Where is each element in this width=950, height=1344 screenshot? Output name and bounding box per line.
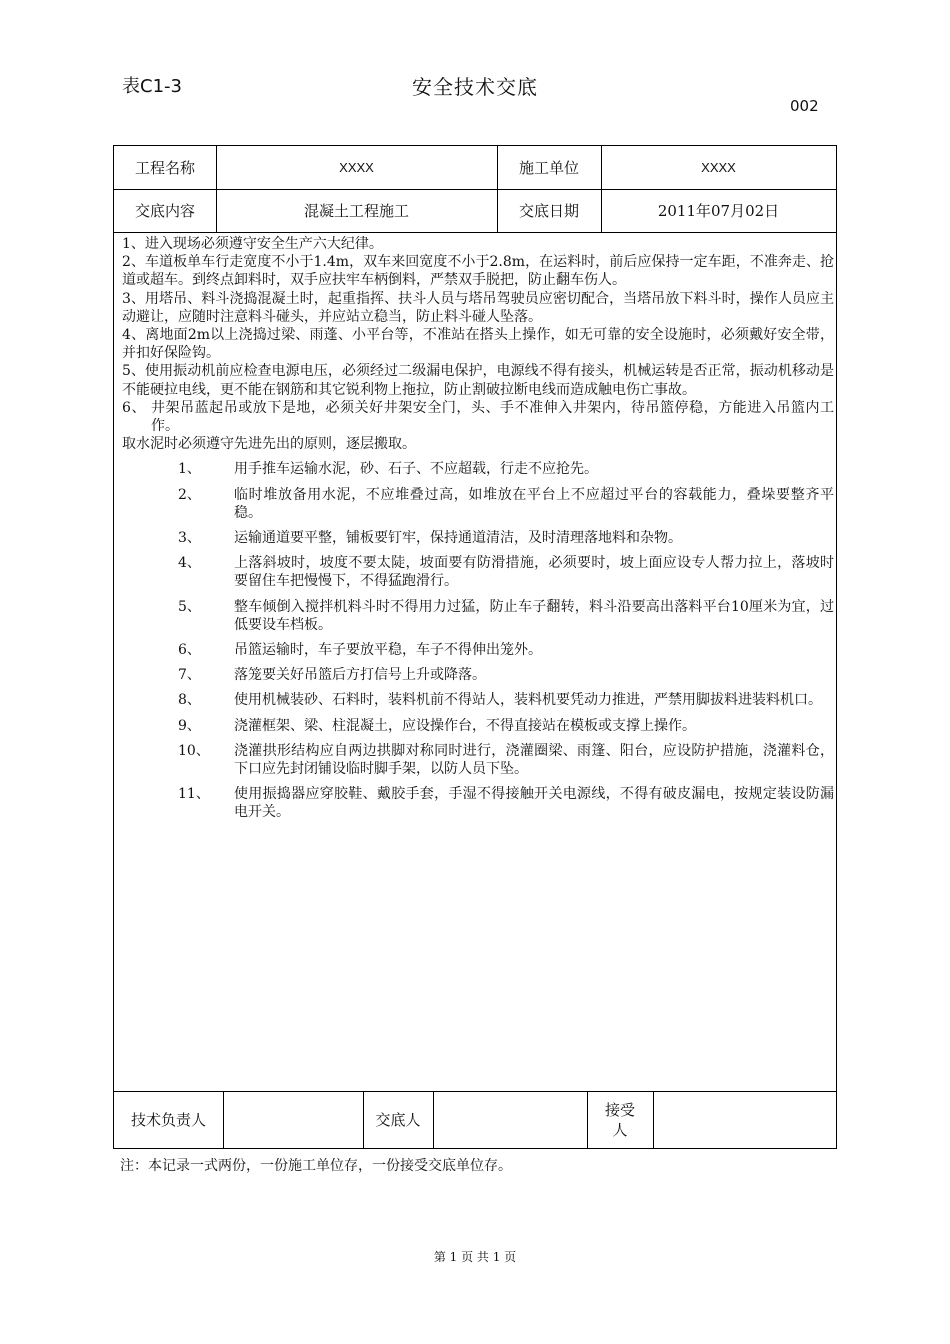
list-item: [122, 641, 834, 659]
tech-lead-signature: [223, 1091, 363, 1149]
list-item: [122, 717, 834, 735]
item-number: 5、: [178, 598, 201, 615]
item-number: 2、: [178, 486, 201, 503]
tech-lead-label: 技术负责人: [130, 1111, 206, 1129]
content-value: 混凝土工程施工: [303, 201, 409, 220]
receiver-signature: [653, 1091, 836, 1149]
item-number: 4、: [178, 555, 201, 572]
list-item: [122, 598, 834, 634]
item-number: 3、: [178, 530, 201, 547]
item-text: 运输通道要平整，铺板要钉牢，保持通道清洁，及时清理落地料和杂物。: [234, 530, 682, 547]
item-number: 10、: [178, 742, 210, 759]
list-item: [122, 486, 834, 522]
safety-rules-content: [122, 235, 834, 822]
item-text: 吊篮运输时，车子要放平稳，车子不得伸出笼外。: [234, 642, 542, 659]
item-text: 使用振捣器应穿胶鞋、戴胶手套，手湿不得接触开关电源线，不得有破皮漏电，按规定装设防漏电开关。: [234, 786, 834, 821]
cement-intro: 取水泥时必须遵守先进先出的原则，逐层搬取。: [122, 436, 416, 453]
project-name-value: XXXX: [339, 159, 374, 175]
item-text: 落笼要关好吊篮后方打信号上升或降落。: [234, 667, 486, 684]
rule-item: 2、车道板单车行走宽度不小于1.4m，双车来回宽度不小于2.8m，在运料时，前后应保持一定车距，不准奔走、抢道或超车。到终点卸料时，双手应扶牢车柄倒料，严禁双手脱把，防止翻车伤人。: [122, 254, 834, 289]
item-text: 使用机械装砂、石料时，装料机前不得站人，装料机要凭动力推进，严禁用脚拔料进装料机口。: [234, 692, 822, 709]
item-number: 1、: [178, 461, 201, 478]
list-item: [122, 460, 834, 478]
item-text: 用手推车运输水泥，砂、石子、不应超载，行走不应抢先。: [234, 461, 598, 478]
page-title: 安全技术交底: [412, 75, 538, 99]
item-number: 8、: [178, 692, 201, 709]
item-text: 浇灌拱形结构应自两边拱脚对称同时进行，浇灌圈梁、雨篷、阳台，应设防护措施，浇灌料仓，下口应先封闭铺设临时脚手架，以防人员下坠。: [234, 742, 834, 778]
project-name-label: 工程名称: [134, 158, 195, 177]
disclosure-form-table: [113, 145, 837, 1149]
item-text: 上落斜坡时，坡度不要太陡，坡面要有防滑措施，必须要时，坡上面应设专人帮力拉上，落坡时要留住车把慢慢下，不得猛跑滑行。: [234, 555, 834, 590]
rule-item: 3、用塔吊、料斗浇捣混凝土时，起重指挥、扶斗人员与塔吊驾驶员应密切配合，当塔吊放下料斗时，操作人员应主动避让，应随时注意料斗碰头，并应站立稳当，防止料斗碰人坠落。: [122, 290, 834, 325]
item-text: 整车倾倒入搅拌机料斗时不得用力过猛，防止车子翻转，料斗沿要高出落料平台10厘米为宜，过低要设车档板。: [234, 598, 834, 633]
item-text: 临时堆放备用水泥，不应堆叠过高，如堆放在平台上不应超过平台的容载能力，叠垛要整齐平稳。: [234, 486, 834, 521]
item-number: 9、: [178, 717, 201, 734]
cement-rules-list: [122, 460, 834, 821]
list-item: [122, 691, 834, 709]
contractor-label: 施工单位: [518, 158, 579, 177]
list-item: [122, 666, 834, 684]
item-text: 浇灌框架、梁、柱混凝土，应设操作台，不得直接站在模板或支撑上操作。: [234, 717, 696, 734]
date-label: 交底日期: [518, 201, 579, 220]
list-item: [122, 785, 834, 821]
contractor-value: XXXX: [701, 159, 736, 175]
list-item: [122, 554, 834, 590]
footnote: 注：本记录一式两份，一份施工单位存，一份接受交底单位存。: [120, 1158, 512, 1174]
list-item: [122, 529, 834, 547]
rule-item: 4、离地面2m以上浇捣过梁、雨蓬、小平台等，不准站在搭头上操作，如无可靠的安全设施时，必须戴好安全带，并扣好保险钩。: [122, 327, 834, 362]
rule-item: 1、进入现场必须遵守安全生产六大纪律。: [122, 236, 383, 252]
document-number: 002: [790, 97, 819, 115]
receiver-label: 接受人: [604, 1101, 635, 1139]
item-number: 11、: [178, 786, 210, 803]
rule-item: 6、 井架吊蓝起吊或放下是地，必须关好井架安全门，头、手不准伸入井架内，待吊篮停稳，方能进入吊篮内工作。: [122, 399, 834, 435]
presenter-signature: [433, 1091, 587, 1149]
date-value: 2011年07月02日: [657, 201, 780, 220]
item-number: 6、: [178, 642, 201, 659]
page-number: 第 1 页 共 1 页: [433, 1250, 517, 1264]
row-divider: [114, 232, 836, 233]
rule-item: 5、使用振动机前应检查电源电压，必须经过二级漏电保护，电源线不得有接头，机械运转是否正常，振动机移动是不能硬拉电线，更不能在钢筋和其它锐利物上拖拉，防止割破拉断电线而造成触电伤亡事故。: [122, 363, 834, 398]
list-item: [122, 742, 834, 778]
item-number: 7、: [178, 667, 201, 684]
presenter-label: 交底人: [375, 1111, 421, 1129]
content-label: 交底内容: [134, 201, 195, 220]
form-number: 表C1-3: [122, 76, 182, 97]
